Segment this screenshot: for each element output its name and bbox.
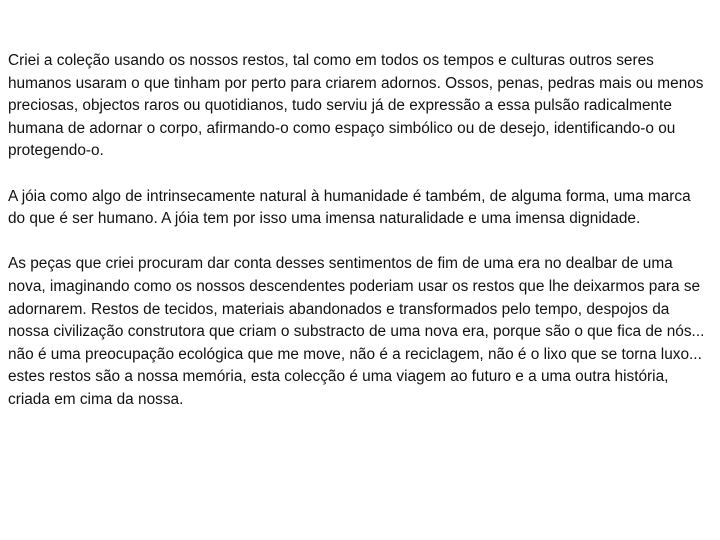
paragraph-1: Criei a coleção usando os nossos restos, tal como em todos os tempos e culturas outros seres humanos usaram o que tinham por perto para criarem adornos. Ossos, penas, pedras mais ou menos preciosas, objectos raros ou quotidianos, tudo serviu já de expressão a essa pulsão radicalmente humana de adornar o corpo, afirmando-o como espaço simbólico ou de desejo, identificando-o ou protegendo-o.	[8, 52, 704, 160]
paragraph-2: A jóia como algo de intrinsecamente natural à humanidade é também, de alguma forma, uma marca do que é ser humano. A jóia tem por isso uma imensa naturalidade e uma imensa dignidade.	[8, 187, 691, 228]
text-body	[8, 50, 708, 412]
paragraph-3: As peças que criei procuram dar conta desses sentimentos de fim de uma era no dealbar de uma nova, imaginando como os nossos descendentes poderiam usar os restos que lhe deixarmos para se adornarem. Restos de tecidos, materiais abandonados e transformados pelo tempo, despojos da nossa civilização construtora que criam o substracto de uma nova era, porque são o que fica de nós... não é uma preocupação ecológica que me move, não é a reciclagem, não é o lixo que se torna luxo... estes restos são a nossa memória, esta colecção é uma viagem ao futuro e a uma outra história, criada em cima da nossa.	[8, 255, 705, 408]
